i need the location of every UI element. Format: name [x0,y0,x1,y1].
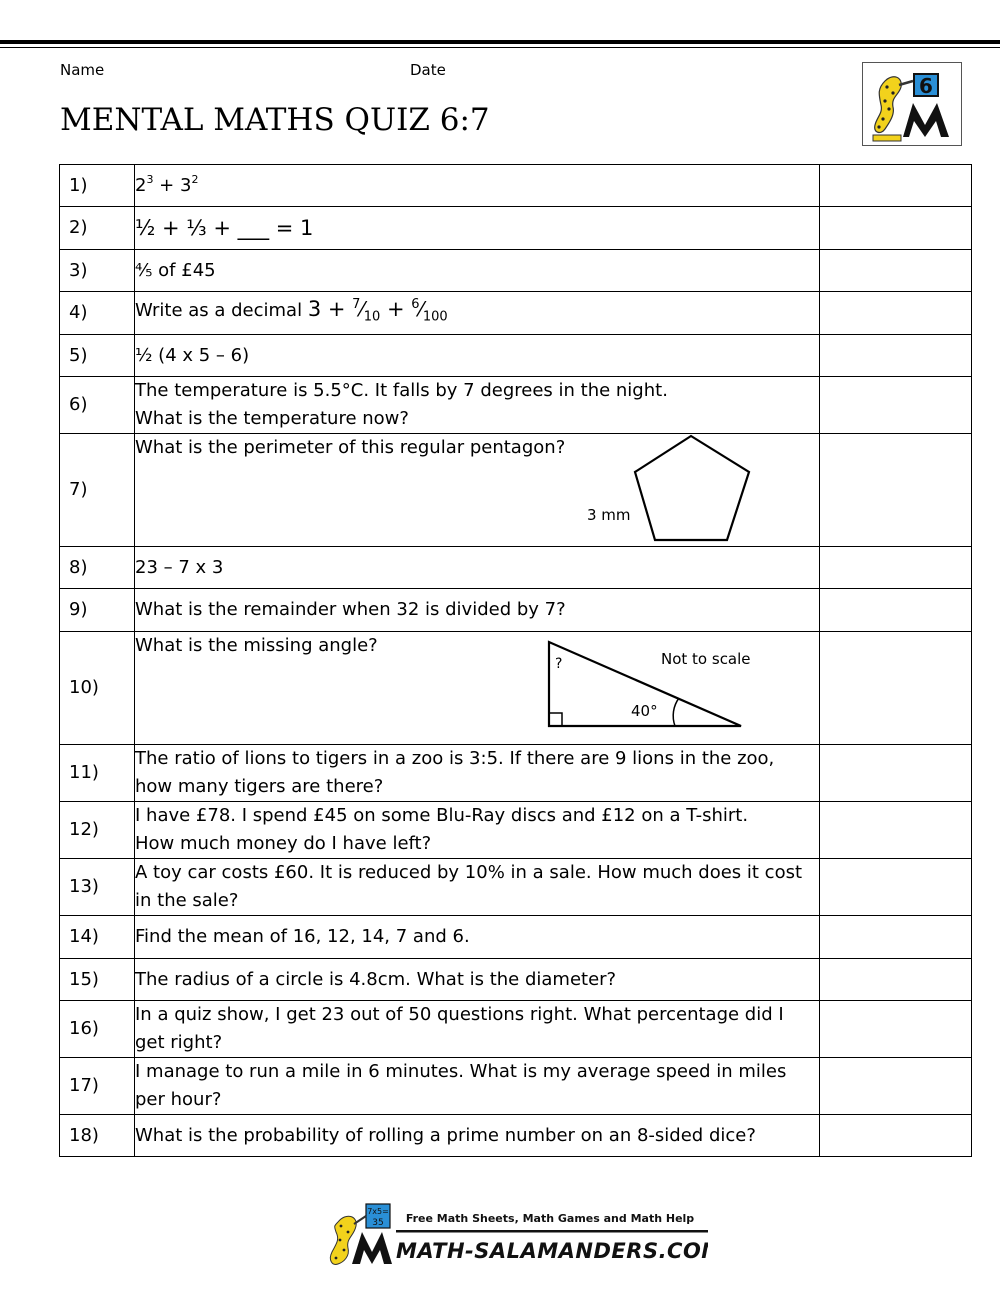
question-line-1: I have £78. I spend £45 on some Blu-Ray discs and £12 on a T-shirt. [135,805,749,826]
question-number: 9) [60,589,135,632]
question-number: 17) [60,1058,135,1115]
question-line-1: What is the missing angle? [135,635,378,656]
question-line-2: per hour? [135,1089,222,1110]
question-text [135,745,820,802]
grade-logo [862,62,962,146]
table-row [60,859,972,916]
table-row [60,292,972,335]
answer-box[interactable] [820,335,972,377]
salamander-logo-icon [863,63,961,145]
question-number: 5) [60,335,135,377]
answer-box[interactable] [820,1058,972,1115]
angle-label: 40° [631,702,658,720]
question-line-1: A toy car costs £60. It is reduced by 10% in a sale. How much does it cost [135,862,803,883]
answer-box[interactable] [820,165,972,207]
question-text: ½ + ⅓ + ___ = 1 [135,207,820,250]
question-number: 10) [60,632,135,745]
question-number: 7) [60,434,135,547]
question-text: The radius of a circle is 4.8cm. What is the diameter? [135,959,820,1001]
question-line-2: What is the temperature now? [135,408,409,429]
question-line-2: in the sale? [135,890,239,911]
table-row [60,335,972,377]
pentagon-diagram [575,434,775,546]
table-row [60,1058,972,1115]
table-row [60,377,972,434]
answer-box[interactable] [820,292,972,335]
table-row [60,434,972,547]
question-text [135,377,820,434]
table-row [60,547,972,589]
question-line-1: In a quiz show, I get 23 out of 50 questions right. What percentage did I [135,1004,784,1025]
question-number: 8) [60,547,135,589]
answer-box[interactable] [820,1001,972,1058]
question-text: What is the probability of rolling a prime number on an 8-sided dice? [135,1115,820,1157]
whole-part: 3 + [307,296,353,321]
question-number: 4) [60,292,135,335]
quiz-table [59,164,972,1157]
question-text: ½ (4 x 5 – 6) [135,335,820,377]
fraction-1-numerator: 7 [352,296,361,312]
question-number: 2) [60,207,135,250]
top-rule-thin [0,47,1000,48]
answer-box[interactable] [820,632,972,745]
answer-box[interactable] [820,589,972,632]
question-line-1: What is the perimeter of this regular pentagon? [135,437,566,458]
footer-site-name: MATH-SALAMANDERS.COM [396,1239,708,1263]
answer-box[interactable] [820,377,972,434]
exponent-1: 3 [146,172,154,186]
question-number: 1) [60,165,135,207]
question-line-2: how many tigers are there? [135,776,384,797]
question-text [135,165,820,207]
answer-box[interactable] [820,916,972,959]
table-row [60,250,972,292]
table-row [60,916,972,959]
answer-box[interactable] [820,859,972,916]
answer-box[interactable] [820,959,972,1001]
answer-box[interactable] [820,434,972,547]
question-number: 6) [60,377,135,434]
exponent-2: 2 [191,172,199,186]
footer-logo[interactable] [326,1200,708,1270]
question-text: Write as a decimal $3 + ^7⁄_{10}$ + $^6⁄_{100}$ [135,292,820,335]
question-text: 23 – 7 x 3 [135,547,820,589]
answer-box[interactable] [820,1115,972,1157]
math-salamanders-logo-icon [326,1200,708,1270]
question-number: 3) [60,250,135,292]
question-line-1: The ratio of lions to tigers in a zoo is 3:5. If there are 9 lions in the zoo, [135,748,775,769]
question-text [135,434,820,547]
table-row [60,802,972,859]
table-row [60,589,972,632]
question-text: Find the mean of 16, 12, 14, 7 and 6. [135,916,820,959]
table-row [60,745,972,802]
fraction-2-denominator: 100 [422,309,448,325]
side-length-label: 3 mm [587,506,631,524]
question-number: 13) [60,859,135,916]
answer-box[interactable] [820,207,972,250]
table-row [60,165,972,207]
answer-box[interactable] [820,802,972,859]
top-rule-thick [0,40,1000,44]
base-1: 2 [135,174,147,196]
plus-sign: + [380,296,412,321]
table-row [60,959,972,1001]
triangle-diagram [535,632,795,744]
answer-box[interactable] [820,547,972,589]
question-line-2: How much money do I have left? [135,833,432,854]
question-number: 15) [60,959,135,1001]
question-text [135,632,820,745]
date-label: Date [410,61,446,79]
badge-bottom-text: 35 [372,1218,384,1228]
answer-box[interactable] [820,745,972,802]
question-number: 18) [60,1115,135,1157]
table-row [60,1115,972,1157]
question-text [135,1058,820,1115]
question-number: 12) [60,802,135,859]
question-number: 11) [60,745,135,802]
grade-number: 6 [919,74,933,98]
table-row [60,207,972,250]
answer-box[interactable] [820,250,972,292]
footer-tagline: Free Math Sheets, Math Games and Math Help [405,1212,695,1225]
question-number: 16) [60,1001,135,1058]
badge-top-text: 7x5= [367,1207,389,1216]
question-line-1: I manage to run a mile in 6 minutes. What is my average speed in miles [135,1061,787,1082]
question-text [135,859,820,916]
table-row [60,1001,972,1058]
page-title: MENTAL MATHS QUIZ 6:7 [60,102,490,138]
name-label: Name [60,61,105,79]
fraction-2-numerator: 6 [411,296,420,312]
scale-note: Not to scale [661,650,751,668]
table-row [60,632,972,745]
question-number: 14) [60,916,135,959]
question-line-2: get right? [135,1032,223,1053]
question-text [135,802,820,859]
missing-angle-label: ? [555,656,563,672]
question-text [135,1001,820,1058]
question-text: ⅘ of £45 [135,250,820,292]
fraction-1-denominator: 10 [363,309,381,325]
question-line-1: The temperature is 5.5°C. It falls by 7 degrees in the night. [135,380,668,401]
base-2: + 3 [153,174,192,196]
question-text: What is the remainder when 32 is divided by 7? [135,589,820,632]
prefix-text: Write as a decimal [135,299,308,321]
